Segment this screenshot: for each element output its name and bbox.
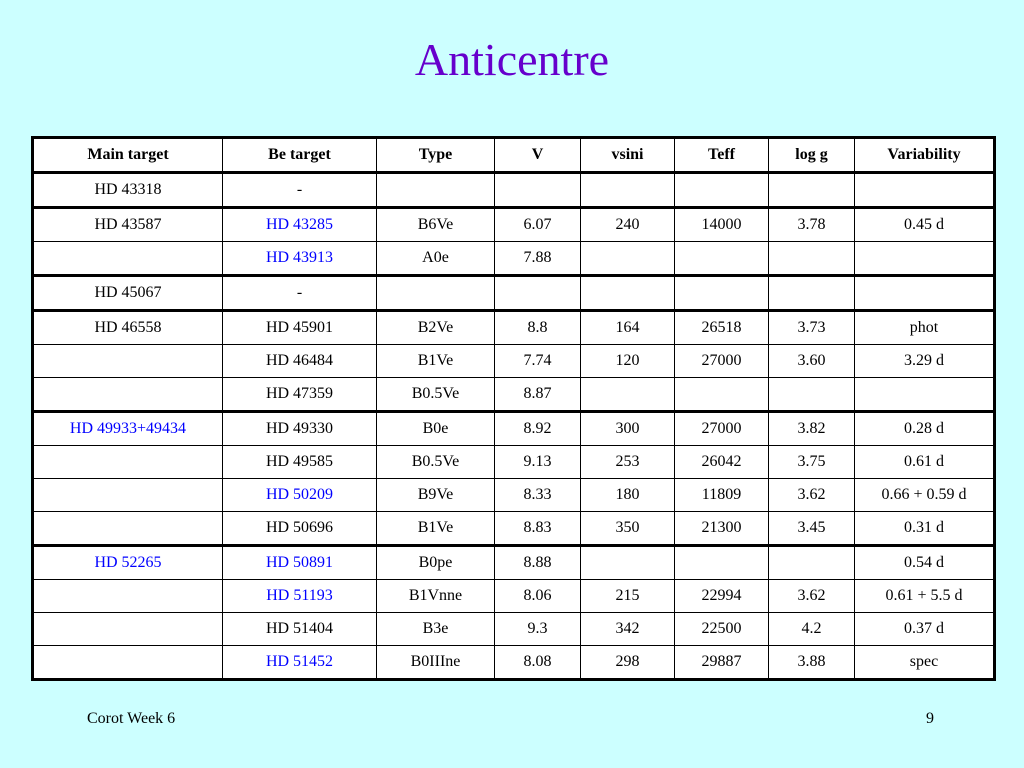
cell-main-target [33, 580, 223, 613]
cell-variability [855, 276, 995, 311]
cell-v: 6.07 [495, 208, 581, 242]
cell-main-target: HD 52265 [33, 546, 223, 580]
cell-main-target: HD 45067 [33, 276, 223, 311]
table-row [33, 378, 995, 412]
cell-type [377, 276, 495, 311]
cell-teff: 22500 [675, 613, 769, 646]
cell-teff: 27000 [675, 345, 769, 378]
cell-v: 9.3 [495, 613, 581, 646]
table-row [33, 446, 995, 479]
cell-vsini: 350 [581, 512, 675, 546]
cell-main-target [33, 613, 223, 646]
table-row [33, 479, 995, 512]
cell-vsini [581, 546, 675, 580]
cell-teff: 27000 [675, 412, 769, 446]
table-row [33, 242, 995, 276]
cell-vsini: 342 [581, 613, 675, 646]
table-row [33, 276, 995, 311]
cell-v: 7.88 [495, 242, 581, 276]
cell-logg [769, 546, 855, 580]
cell-logg: 3.73 [769, 311, 855, 345]
cell-be-target: HD 43285 [223, 208, 377, 242]
cell-main-target [33, 479, 223, 512]
cell-type: B0.5Ve [377, 378, 495, 412]
col-header-be-target: Be target [223, 138, 377, 173]
table-row [33, 173, 995, 208]
cell-logg: 3.78 [769, 208, 855, 242]
cell-teff [675, 242, 769, 276]
cell-variability: 0.31 d [855, 512, 995, 546]
table-row [33, 512, 995, 546]
cell-be-target: - [223, 276, 377, 311]
cell-logg [769, 242, 855, 276]
cell-vsini: 180 [581, 479, 675, 512]
cell-main-target: HD 43587 [33, 208, 223, 242]
cell-logg: 3.88 [769, 646, 855, 680]
cell-be-target: HD 43913 [223, 242, 377, 276]
cell-main-target: HD 49933+49434 [33, 412, 223, 446]
col-header-teff: Teff [675, 138, 769, 173]
cell-logg [769, 378, 855, 412]
cell-be-target: - [223, 173, 377, 208]
cell-v [495, 276, 581, 311]
cell-teff: 11809 [675, 479, 769, 512]
cell-vsini: 164 [581, 311, 675, 345]
cell-teff: 14000 [675, 208, 769, 242]
cell-main-target: HD 43318 [33, 173, 223, 208]
cell-teff: 21300 [675, 512, 769, 546]
table-row [33, 345, 995, 378]
cell-v: 8.33 [495, 479, 581, 512]
cell-v [495, 173, 581, 208]
cell-v: 7.74 [495, 345, 581, 378]
col-header-logg: log g [769, 138, 855, 173]
footer-event-label: Corot Week 6 [87, 710, 176, 727]
cell-variability: 0.37 d [855, 613, 995, 646]
cell-type: B0IIIne [377, 646, 495, 680]
cell-v: 8.08 [495, 646, 581, 680]
cell-logg: 3.75 [769, 446, 855, 479]
table-row [33, 613, 995, 646]
cell-type: B1Vnne [377, 580, 495, 613]
cell-type: B0.5Ve [377, 446, 495, 479]
cell-variability [855, 173, 995, 208]
cell-variability: spec [855, 646, 995, 680]
cell-variability: phot [855, 311, 995, 345]
cell-main-target [33, 646, 223, 680]
cell-type [377, 173, 495, 208]
cell-logg: 3.60 [769, 345, 855, 378]
table-row [33, 646, 995, 680]
cell-teff: 29887 [675, 646, 769, 680]
cell-teff: 26042 [675, 446, 769, 479]
cell-teff [675, 276, 769, 311]
table-row [33, 412, 995, 446]
table-row [33, 580, 995, 613]
cell-v: 8.83 [495, 512, 581, 546]
cell-v: 8.87 [495, 378, 581, 412]
cell-type: B9Ve [377, 479, 495, 512]
cell-teff: 26518 [675, 311, 769, 345]
cell-v: 9.13 [495, 446, 581, 479]
col-header-type: Type [377, 138, 495, 173]
cell-variability: 0.54 d [855, 546, 995, 580]
table-header-row [33, 138, 995, 173]
cell-type: B1Ve [377, 512, 495, 546]
cell-type: B0pe [377, 546, 495, 580]
cell-variability [855, 242, 995, 276]
cell-logg: 3.62 [769, 479, 855, 512]
cell-be-target: HD 51452 [223, 646, 377, 680]
cell-logg: 3.82 [769, 412, 855, 446]
cell-vsini [581, 173, 675, 208]
cell-variability: 0.66 + 0.59 d [855, 479, 995, 512]
cell-vsini: 240 [581, 208, 675, 242]
cell-v: 8.92 [495, 412, 581, 446]
cell-be-target: HD 50209 [223, 479, 377, 512]
cell-main-target: HD 46558 [33, 311, 223, 345]
table-row [33, 208, 995, 242]
cell-main-target [33, 446, 223, 479]
cell-type: B3e [377, 613, 495, 646]
cell-vsini [581, 378, 675, 412]
cell-logg: 3.45 [769, 512, 855, 546]
cell-type: A0e [377, 242, 495, 276]
cell-teff: 22994 [675, 580, 769, 613]
cell-vsini: 120 [581, 345, 675, 378]
cell-variability: 0.45 d [855, 208, 995, 242]
cell-vsini [581, 276, 675, 311]
table-row [33, 311, 995, 345]
cell-type: B6Ve [377, 208, 495, 242]
col-header-v: V [495, 138, 581, 173]
cell-teff [675, 173, 769, 208]
cell-main-target [33, 512, 223, 546]
cell-type: B0e [377, 412, 495, 446]
cell-v: 8.8 [495, 311, 581, 345]
col-header-vsini: vsini [581, 138, 675, 173]
cell-type: B2Ve [377, 311, 495, 345]
cell-main-target [33, 378, 223, 412]
cell-v: 8.88 [495, 546, 581, 580]
cell-logg: 4.2 [769, 613, 855, 646]
cell-logg [769, 173, 855, 208]
page-number: 9 [926, 710, 934, 727]
col-header-variability: Variability [855, 138, 995, 173]
cell-logg: 3.62 [769, 580, 855, 613]
cell-main-target [33, 345, 223, 378]
cell-variability [855, 378, 995, 412]
cell-vsini: 298 [581, 646, 675, 680]
cell-be-target: HD 46484 [223, 345, 377, 378]
cell-variability: 0.28 d [855, 412, 995, 446]
cell-logg [769, 276, 855, 311]
cell-be-target: HD 47359 [223, 378, 377, 412]
cell-variability: 0.61 + 5.5 d [855, 580, 995, 613]
table-row [33, 546, 995, 580]
cell-type: B1Ve [377, 345, 495, 378]
col-header-main-target: Main target [33, 138, 223, 173]
cell-variability: 3.29 d [855, 345, 995, 378]
cell-main-target [33, 242, 223, 276]
cell-be-target: HD 49330 [223, 412, 377, 446]
cell-be-target: HD 45901 [223, 311, 377, 345]
cell-teff [675, 378, 769, 412]
cell-be-target: HD 51193 [223, 580, 377, 613]
cell-v: 8.06 [495, 580, 581, 613]
cell-be-target: HD 51404 [223, 613, 377, 646]
cell-vsini: 215 [581, 580, 675, 613]
star-targets-table [31, 136, 996, 681]
cell-vsini [581, 242, 675, 276]
cell-teff [675, 546, 769, 580]
slide-title: Anticentre [414, 34, 610, 85]
cell-variability: 0.61 d [855, 446, 995, 479]
cell-be-target: HD 50891 [223, 546, 377, 580]
cell-vsini: 300 [581, 412, 675, 446]
cell-vsini: 253 [581, 446, 675, 479]
cell-be-target: HD 49585 [223, 446, 377, 479]
cell-be-target: HD 50696 [223, 512, 377, 546]
